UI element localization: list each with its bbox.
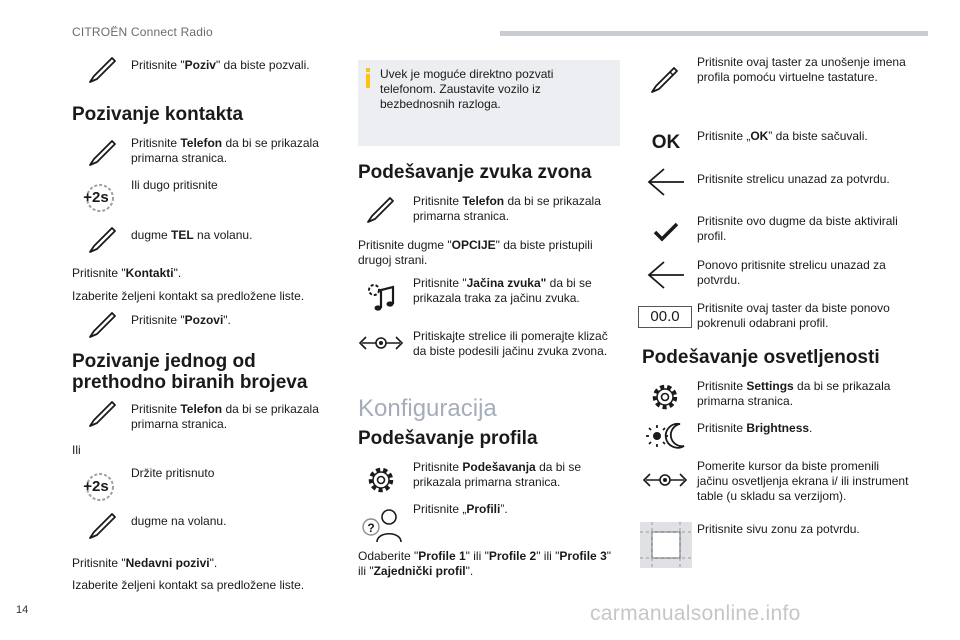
para-options: Pritisnite dugme "OPCIJE" da biste pristupili drugoj strani. [358, 238, 593, 267]
header-bar [500, 31, 928, 36]
step-ok: Pritisnite „OK” da biste sačuvali. [697, 129, 868, 143]
heading-recent-numbers: Pozivanje jednog od prethodno biranih brojeva [72, 351, 308, 393]
contact-help-icon [360, 505, 406, 543]
pen-icon [86, 222, 120, 256]
heading-configuration: Konfiguracija [358, 395, 497, 422]
brightness-icon [644, 420, 688, 452]
heading-profile: Podešavanje profila [358, 428, 538, 449]
step-back-1: Pritisnite strelicu unazad za potvrdu. [697, 172, 890, 186]
heading-brightness: Podešavanje osvetljenosti [642, 347, 880, 368]
ok-icon: OK [651, 132, 681, 153]
info-icon [366, 68, 370, 88]
step-cursor: Pomerite kursor da biste promenili jačinu osvetljenja ekrana i/ ili instrument table (u skladu sa verzijom). [697, 459, 909, 503]
reset-counter-icon: 00.0 [638, 306, 692, 328]
pen-icon [86, 52, 120, 86]
step-hold-1: Ili dugo pritisnite [131, 178, 218, 192]
grey-zone-icon [640, 522, 692, 568]
back-arrow-icon [646, 165, 686, 199]
step-keyboard: Pritisnite ovaj taster za unošenje imena profila pomoću virtuelne tastature. [697, 55, 906, 84]
step-call: Pritisnite "Poziv" da biste pozvali. [131, 58, 310, 72]
pen-icon [86, 396, 120, 430]
step-slider: Pritiskajte strelice ili pomerajte klizač da biste podesili jačinu zvuka zvona. [413, 329, 608, 358]
info-box [358, 60, 620, 146]
para-choose-contact-1: Izaberite željeni kontakt sa predložene liste. [72, 289, 305, 303]
step-reset: Pritisnite ovaj taster da biste ponovo pokrenuli odabrani profil. [697, 301, 890, 330]
step-brightness: Pritisnite Brightness. [697, 421, 813, 435]
pen-icon [86, 508, 120, 542]
step-wheel-button: dugme na volanu. [131, 514, 227, 528]
gear-icon [648, 380, 682, 414]
hold-2s-icon: +2s [74, 471, 118, 503]
step-hold-2: Držite pritisnuto [131, 466, 215, 480]
hold-2s-icon: +2s [74, 182, 118, 214]
pen-icon [86, 135, 120, 169]
pen-icon [648, 62, 682, 96]
step-volume: Pritisnite "Jačina zvuka" da bi se prikazala traka za jačinu zvuka. [413, 276, 592, 305]
page-number: 14 [16, 604, 29, 616]
back-arrow-icon [646, 258, 686, 292]
step-telefon-ring: Pritisnite Telefon da bi se prikazala primarna stranica. [413, 194, 601, 223]
heading-ringtone: Podešavanje zvuka zvona [358, 162, 592, 183]
step-telefon-1: Pritisnite Telefon da bi se prikazala primarna stranica. [131, 136, 319, 165]
pen-icon [86, 307, 120, 341]
para-ili: Ili [72, 443, 81, 457]
watermark: carmanualsonline.info [590, 602, 801, 625]
heading-contact-call: Pozivanje kontakta [72, 104, 244, 125]
step-profiles: Pritisnite „Profili”. [413, 502, 508, 516]
header-title: CITROËN Connect Radio [72, 25, 213, 39]
step-pozovi: Pritisnite "Pozovi". [131, 313, 231, 327]
para-recent-calls: Pritisnite "Nedavni pozivi". [72, 556, 218, 570]
slider-icon [358, 328, 404, 358]
gear-icon [364, 463, 398, 497]
para-kontakti: Pritisnite "Kontakti". [72, 266, 182, 280]
slider-icon [642, 465, 688, 495]
check-icon [652, 220, 680, 244]
step-grey-zone: Pritisnite sivu zonu za potvrdu. [697, 522, 860, 536]
para-select-profile: Odaberite "Profile 1" ili "Profile 2" ili "Profile 3" ili "Zajednički profil". [358, 549, 612, 578]
para-choose-contact-2: Izaberite željeni kontakt sa predložene liste. [72, 578, 305, 592]
pen-icon [364, 192, 398, 226]
step-settings-profile: Pritisnite Podešavanja da bi se prikazala primarna stranica. [413, 460, 582, 489]
music-gear-icon [364, 280, 398, 314]
step-tel-button: dugme TEL na volanu. [131, 228, 253, 242]
svg-text:?: ? [367, 521, 375, 535]
step-back-2: Ponovo pritisnite strelicu unazad za potvrdu. [697, 258, 886, 287]
step-activate: Pritisnite ovo dugme da biste aktivirali profil. [697, 214, 898, 243]
step-telefon-2: Pritisnite Telefon da bi se prikazala primarna stranica. [131, 402, 319, 431]
step-settings-brightness: Pritisnite Settings da bi se prikazala primarna stranica. [697, 379, 891, 408]
info-text: Uvek je moguće direktno pozvati telefonom. Zaustavite vozilo iz bezbednosnih razloga. [380, 67, 554, 111]
